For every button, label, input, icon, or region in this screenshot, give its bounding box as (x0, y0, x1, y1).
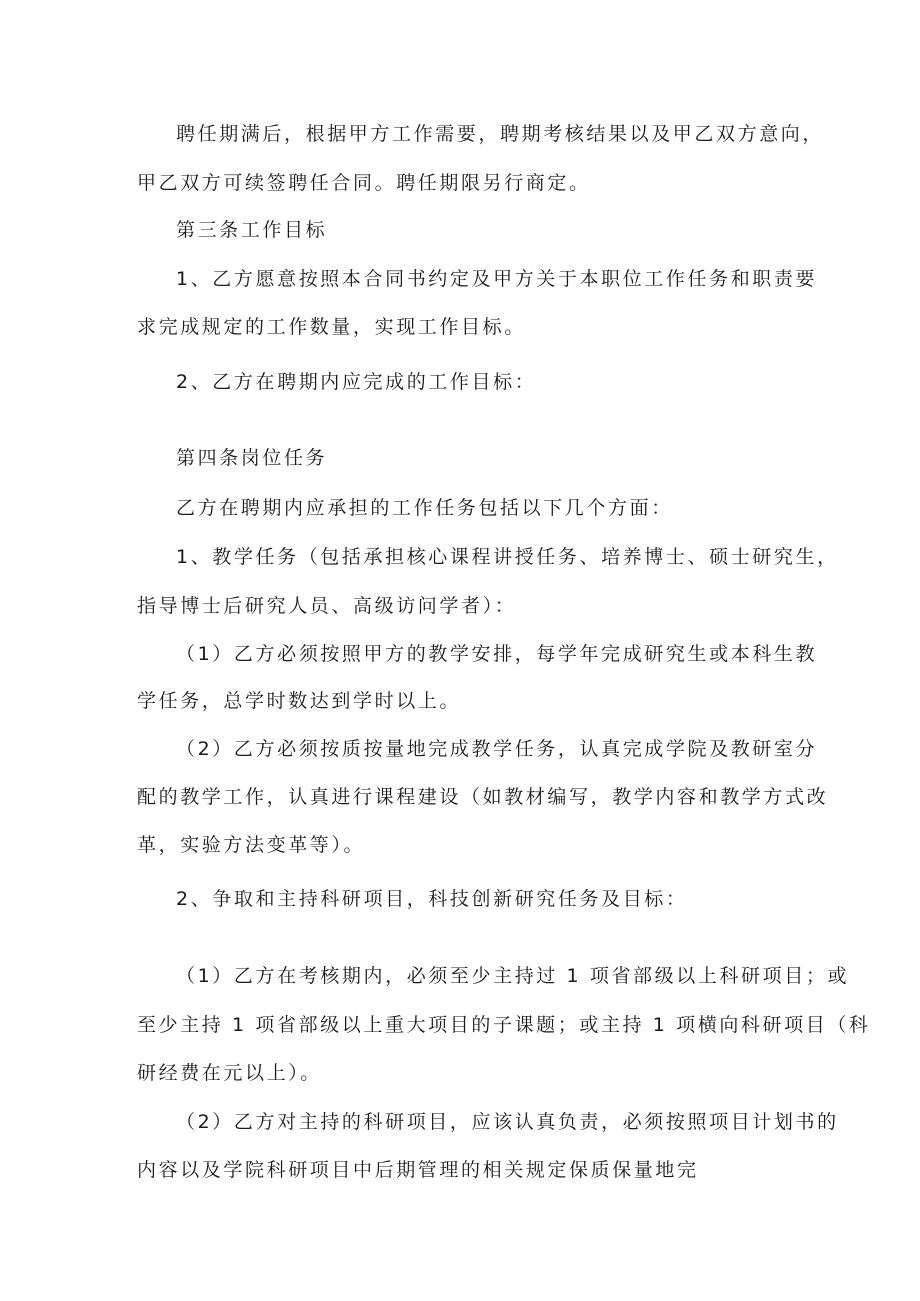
paragraph-line: 1、乙方愿意按照本合同书约定及甲方关于本职位工作任务和职责要 (176, 268, 818, 290)
paragraph-line: 求完成规定的工作数量，实现工作目标。 (137, 316, 526, 338)
paragraph-line: （1）乙方在考核期内，必须至少主持过 1 项省部级以上科研项目；或 (176, 965, 850, 987)
paragraph-line: （2）乙方必须按质按量地完成教学任务，认真完成学院及教研室分 (176, 738, 818, 760)
paragraph-line: 聘任期满后，根据甲方工作需要，聘期考核结果以及甲乙双方意向， (176, 123, 825, 145)
section-heading: 第四条岗位任务 (176, 447, 328, 469)
paragraph-line: 内容以及学院科研项目中后期管理的相关规定保质保量地完 (137, 1159, 699, 1181)
paragraph-line: 甲乙双方可续签聘任合同。聘任期限另行商定。 (137, 172, 591, 194)
section-heading: 第三条工作目标 (176, 219, 328, 241)
paragraph-line: 乙方在聘期内应承担的工作任务包括以下几个方面： (176, 497, 673, 519)
paragraph-line: 配的教学工作，认真进行课程建设（如教材编写，教学内容和教学方式改 (137, 786, 829, 808)
paragraph-line: 革，实验方法变革等）。 (137, 834, 366, 856)
paragraph-line: （1）乙方必须按照甲方的教学安排，每学年完成研究生或本科生教 (176, 643, 818, 665)
paragraph-line: 2、争取和主持科研项目，科技创新研究任务及目标： (176, 888, 688, 910)
paragraph-line: （2）乙方对主持的科研项目，应该认真负责，必须按照项目计划书的 (176, 1111, 839, 1133)
paragraph-line: 至少主持 1 项省部级以上重大项目的子课题；或主持 1 项横向科研项目（科 (137, 1014, 871, 1036)
paragraph-line: 指导博士后研究人员、高级访问学者）： (137, 595, 517, 617)
paragraph-line: 研经费在元以上）。 (137, 1062, 322, 1084)
paragraph-line: 学任务，总学时数达到学时以上。 (137, 690, 462, 712)
paragraph-line: 1、教学任务（包括承担核心课程讲授任务、培养博士、硕士研究生， (176, 546, 839, 568)
paragraph-line: 2、乙方在聘期内应完成的工作目标： (176, 371, 537, 393)
